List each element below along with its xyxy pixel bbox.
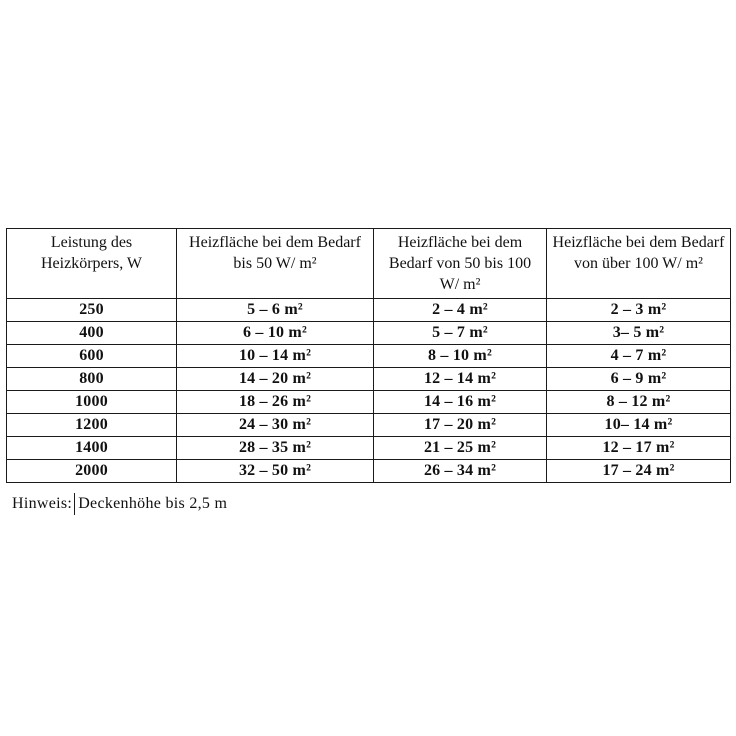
cell-area-over-100: 10– 14 m² bbox=[547, 414, 731, 437]
cell-area-50-to-100: 26 – 34 m² bbox=[374, 460, 547, 483]
cell-area-over-100: 17 – 24 m² bbox=[547, 460, 731, 483]
note-label: Hinweis: bbox=[12, 495, 73, 512]
table-row bbox=[7, 368, 731, 391]
table-row bbox=[7, 345, 731, 368]
cell-area-over-100: 2 – 3 m² bbox=[547, 299, 731, 322]
note-text: Deckenhöhe bis 2,5 m bbox=[74, 493, 227, 515]
table-header-row bbox=[7, 229, 731, 299]
cell-area-up-to-50: 14 – 20 m² bbox=[177, 368, 374, 391]
heating-area-table bbox=[6, 228, 731, 483]
cell-power: 400 bbox=[7, 322, 177, 345]
header-demand-over-100: Heizfläche bei dem Bedarf von über 100 W/ m² bbox=[547, 229, 731, 299]
cell-area-50-to-100: 14 – 16 m² bbox=[374, 391, 547, 414]
table-row bbox=[7, 322, 731, 345]
table-row bbox=[7, 414, 731, 437]
cell-area-50-to-100: 2 – 4 m² bbox=[374, 299, 547, 322]
footnote bbox=[12, 493, 227, 515]
cell-area-up-to-50: 5 – 6 m² bbox=[177, 299, 374, 322]
cell-power: 600 bbox=[7, 345, 177, 368]
cell-area-50-to-100: 8 – 10 m² bbox=[374, 345, 547, 368]
header-demand-50-to-100: Heizfläche bei dem Bedarf von 50 bis 100 W/ m² bbox=[374, 229, 547, 299]
cell-area-up-to-50: 24 – 30 m² bbox=[177, 414, 374, 437]
cell-area-over-100: 3– 5 m² bbox=[547, 322, 731, 345]
cell-area-50-to-100: 17 – 20 m² bbox=[374, 414, 547, 437]
cell-power: 1200 bbox=[7, 414, 177, 437]
table-row bbox=[7, 460, 731, 483]
cell-area-50-to-100: 5 – 7 m² bbox=[374, 322, 547, 345]
cell-area-over-100: 6 – 9 m² bbox=[547, 368, 731, 391]
header-power: Leistung des Heizkörpers, W bbox=[7, 229, 177, 299]
cell-area-up-to-50: 6 – 10 m² bbox=[177, 322, 374, 345]
cell-power: 1400 bbox=[7, 437, 177, 460]
table-row bbox=[7, 437, 731, 460]
cell-power: 1000 bbox=[7, 391, 177, 414]
cell-area-over-100: 8 – 12 m² bbox=[547, 391, 731, 414]
cell-area-up-to-50: 28 – 35 m² bbox=[177, 437, 374, 460]
cell-area-over-100: 4 – 7 m² bbox=[547, 345, 731, 368]
cell-power: 250 bbox=[7, 299, 177, 322]
cell-area-up-to-50: 10 – 14 m² bbox=[177, 345, 374, 368]
header-demand-up-to-50: Heizfläche bei dem Bedarf bis 50 W/ m² bbox=[177, 229, 374, 299]
cell-power: 800 bbox=[7, 368, 177, 391]
cell-area-over-100: 12 – 17 m² bbox=[547, 437, 731, 460]
cell-area-up-to-50: 18 – 26 m² bbox=[177, 391, 374, 414]
cell-power: 2000 bbox=[7, 460, 177, 483]
table-row bbox=[7, 299, 731, 322]
cell-area-up-to-50: 32 – 50 m² bbox=[177, 460, 374, 483]
table-row bbox=[7, 391, 731, 414]
cell-area-50-to-100: 12 – 14 m² bbox=[374, 368, 547, 391]
cell-area-50-to-100: 21 – 25 m² bbox=[374, 437, 547, 460]
